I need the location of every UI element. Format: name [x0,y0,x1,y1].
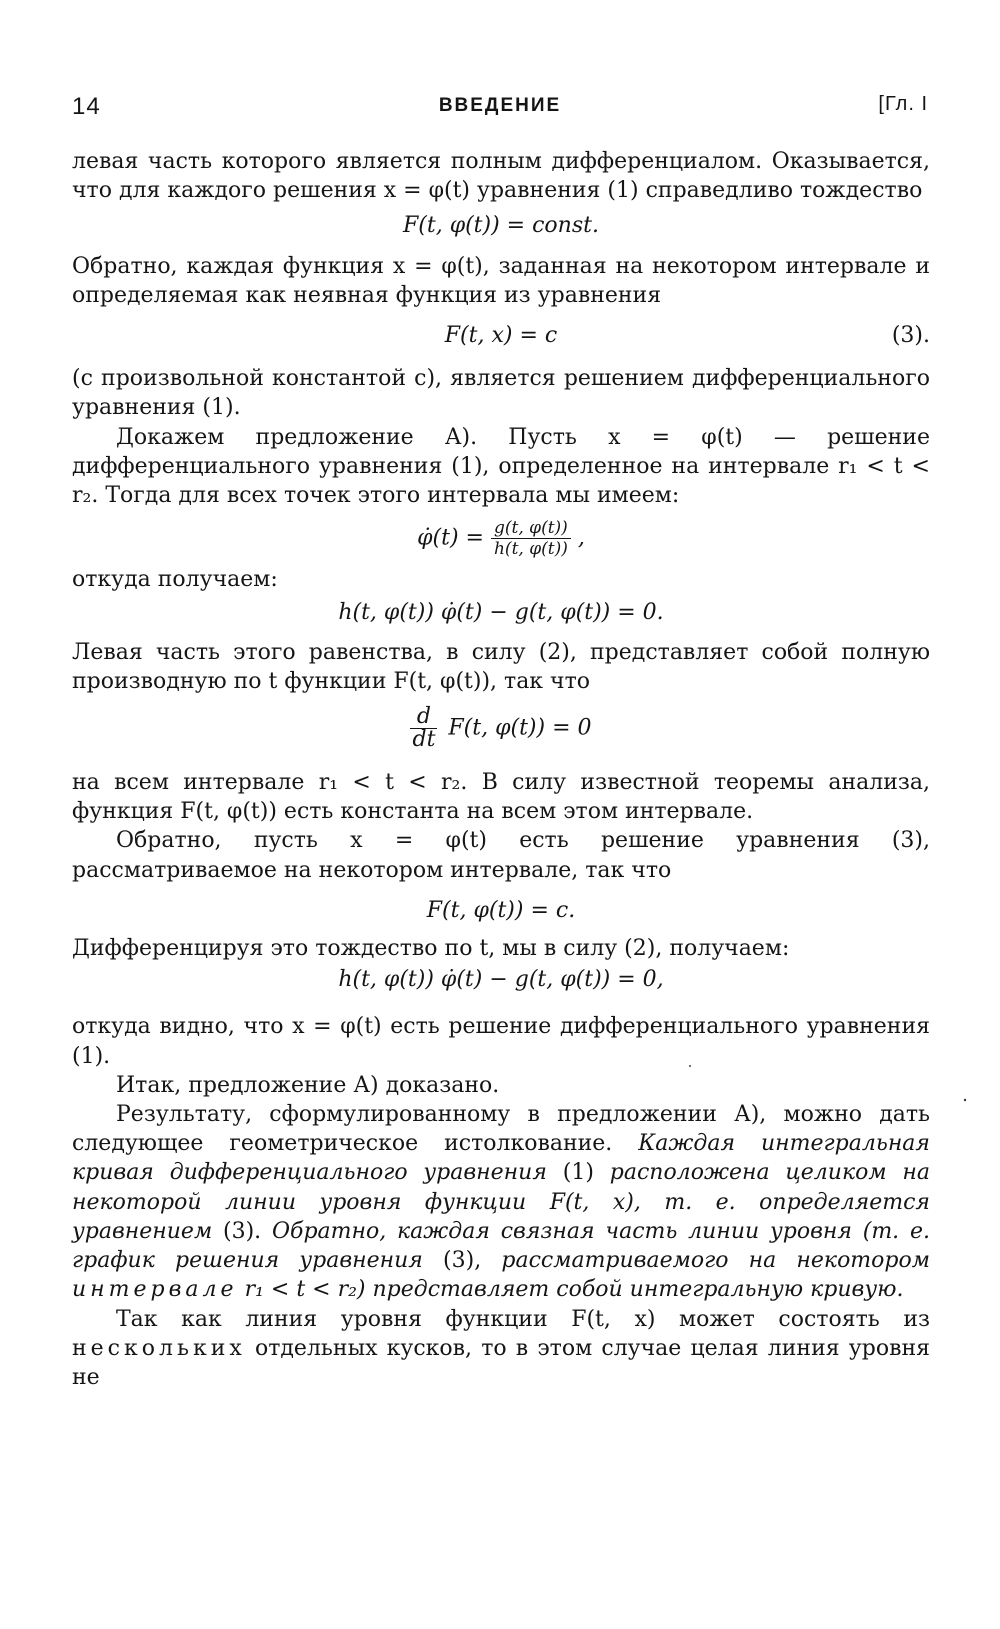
paragraph: Обратно, каждая функция x = φ(t), заданная на некотором интервале и определяемая как неявная функция из уравнения [72,253,930,308]
page-number: 14 [72,93,101,120]
derivative-denominator: dt [412,727,436,753]
print-speck [964,1099,966,1101]
equation-total-derivative [72,706,930,751]
paragraph: на всем интервале r₁ < t < r₂. В силу известной теоремы анализа, функция F(t, φ(t)) есть константа на всем этом интервале. [72,770,930,825]
derivative-numerator: d [410,706,437,729]
running-title: ВВЕДЕНИЕ [438,95,562,116]
italic-run: r₁ < t < r₂) представляет собой интегральную кривую. [244,1277,904,1303]
equation-derivative-fraction [72,518,930,559]
running-header [72,93,928,127]
fraction-numerator: g(t, φ(t)) [491,518,571,539]
fraction-tail: , [577,525,585,551]
paragraph: Обратно, пусть x = φ(t) есть решение уравнения (3), рассматриваемое на некотором интервале, так что [72,828,930,883]
text-run: F(t, x), [549,1189,641,1215]
italic-run: т. е. определяется уравнением [72,1189,930,1244]
spaced-emphasis: нескольких [72,1335,246,1361]
paragraph [72,1305,930,1393]
equation-3 [72,321,930,350]
equation-body: F(t, x) = c [444,323,558,349]
paragraph: откуда видно, что x = φ(t) есть решение дифференциального уравнения (1). [72,1014,930,1069]
fraction [491,518,571,559]
text-run: Так как линия уровня функции F(t, x) может состоять из [116,1306,930,1332]
text-run: (3). [223,1218,262,1244]
paragraph-geometric-interpretation [72,1100,930,1304]
equation-identity: F(t, φ(t)) = const. [403,213,599,239]
paragraph: Итак, предложение А) доказано. [116,1072,500,1098]
paragraph: левая часть которого является полным дифференциалом. Оказывается, что для каждого решения x = φ(t) уравнения (1) справедливо тождество [72,149,930,204]
page-body [72,147,930,1392]
text-run: (3), [443,1248,482,1274]
paragraph: Дифференцируя это тождество по t, мы в силу (2), получаем: [72,936,790,962]
fraction-denominator: h(t, φ(t)) [493,539,568,560]
italic-run: расположена целиком на некоторой линии уровня функции [72,1160,930,1215]
spaced-emphasis: интервале [72,1277,238,1303]
equation-total: h(t, φ(t)) φ̇(t) − g(t, φ(t)) = 0. [338,600,664,626]
text-run: Результату, сформулированному в предложении А), можно дать следующее геометрическое истолкование. [72,1102,930,1157]
derivative-operator [410,706,437,751]
text-run: отдельных кусков, то в этом случае целая линия уровня не [72,1335,931,1390]
paragraph: откуда получаем: [72,567,278,593]
italic-run: Каждая интегральная кривая дифференциального уравнения [72,1131,930,1186]
chapter-label: [Гл. I [878,93,928,115]
paragraph: (с произвольной константой c), является решением дифференциального уравнения (1). [72,366,930,421]
paragraph: Левая часть этого равенства, в силу (2), представляет собой полную производную по t функции F(t, φ(t)), так что [72,639,930,694]
equation-level: F(t, φ(t)) = c. [426,897,576,923]
equation-rest: F(t, φ(t)) = 0 [448,715,592,741]
italic-run: Обратно, каждая связная часть линии уровня (т. е. график решения уравнения [72,1218,930,1274]
equation-number: (3). [891,323,930,349]
fraction-lhs: φ̇(t) = [417,525,484,551]
italic-run: рассматриваемого на некотором [501,1248,930,1274]
text-run: (1) [562,1160,594,1186]
equation-differentiated: h(t, φ(t)) φ̇(t) − g(t, φ(t)) = 0, [338,967,664,993]
paragraph: Докажем предложение А). Пусть x = φ(t) — решение дифференциального уравнения (1), определенное на интервале r₁ < t < r₂. Тогда для всех точек этого интервала мы имеем: [72,424,930,509]
